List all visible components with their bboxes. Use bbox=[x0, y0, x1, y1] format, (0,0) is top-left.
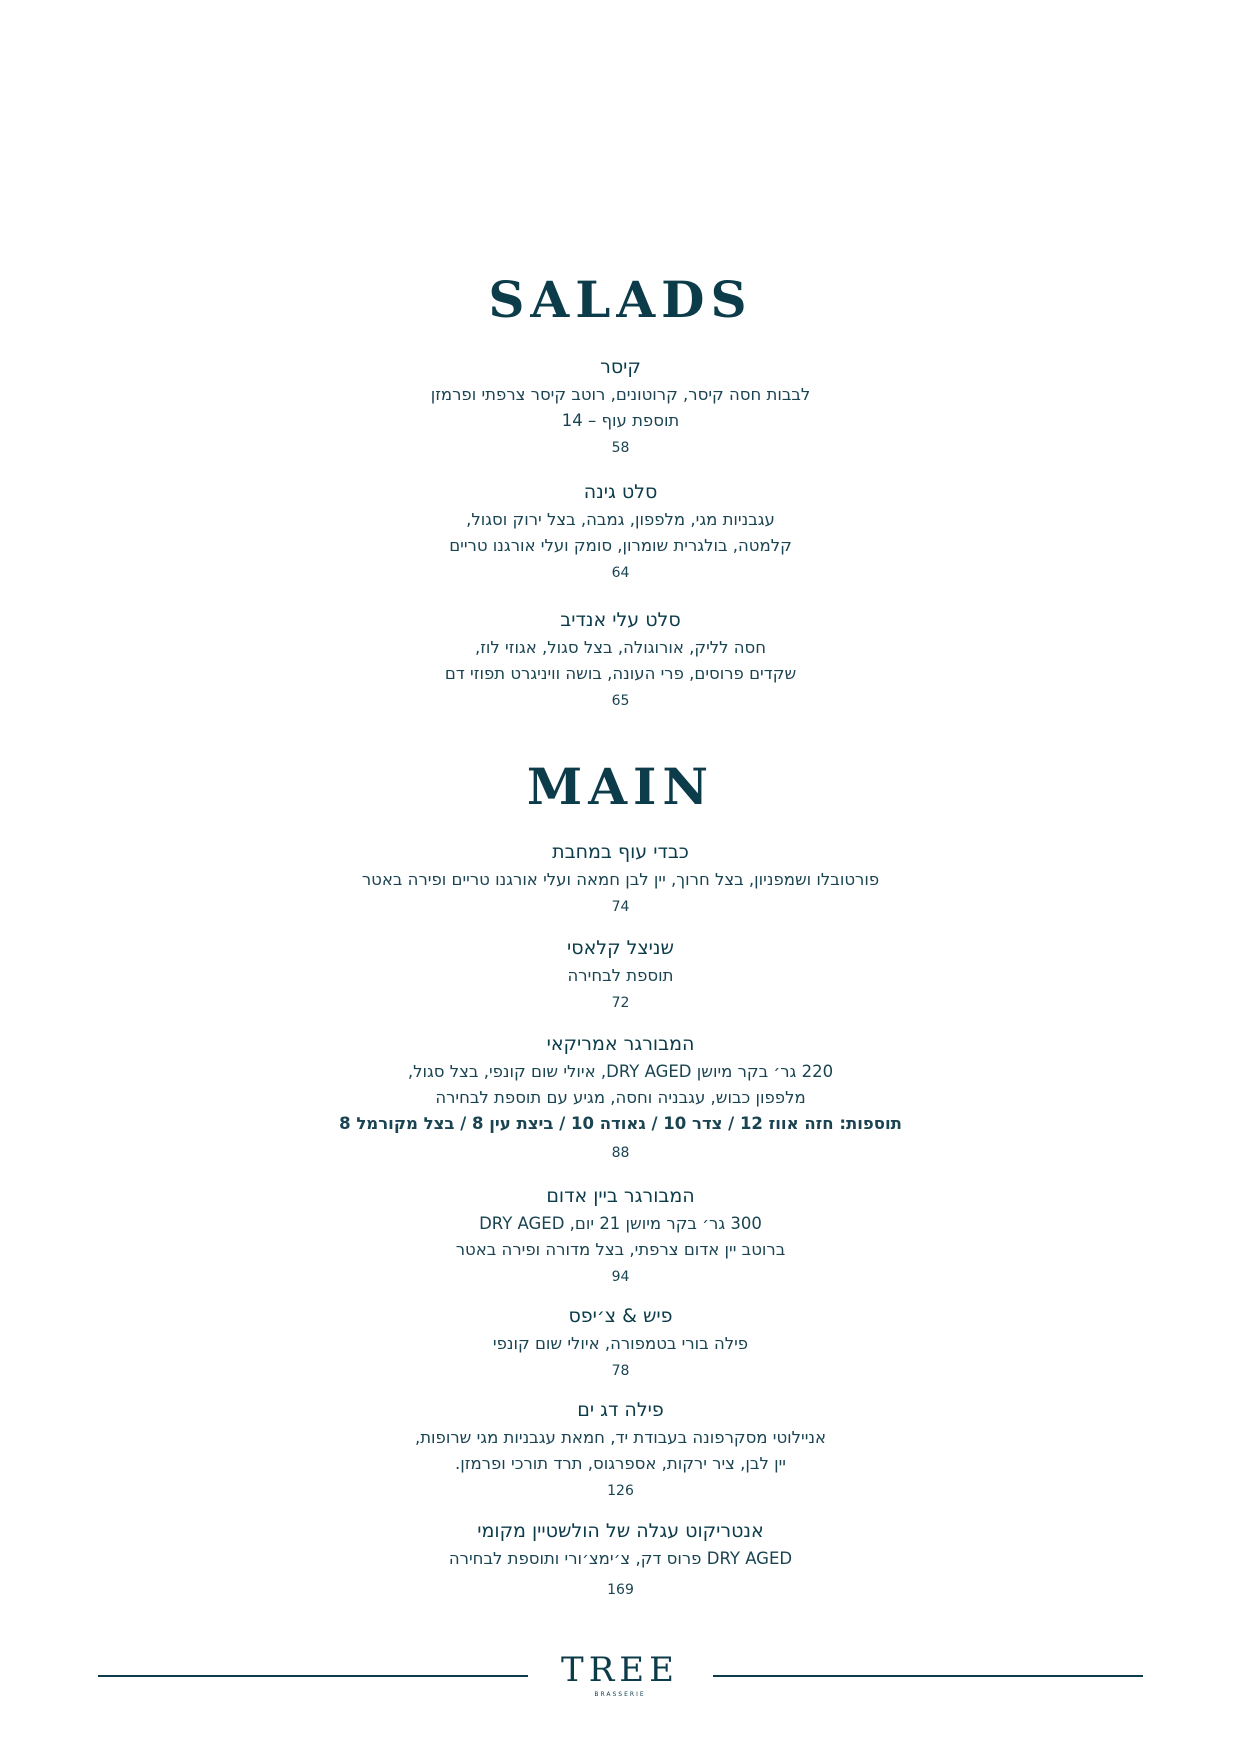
logo-wordmark: TREE bbox=[561, 1650, 679, 1690]
item-description: 220 גר׳ בקר מיושן DRY AGED, איולי שום קונפי, בצל סגול, bbox=[407, 1062, 834, 1081]
item-name: המבורגר אמריקאי bbox=[546, 1033, 695, 1055]
item-description: עגבניות מגי, מלפפון, גמבה, בצל ירוק וסגול, bbox=[466, 510, 775, 529]
menu-item-american-burger bbox=[0, 1031, 1241, 1163]
item-name: פיש & צ׳יפס bbox=[568, 1305, 673, 1327]
item-description: שקדים פרוסים, פרי העונה, בושה וויניגרט תפוזי דם bbox=[444, 664, 797, 683]
item-price: 169 bbox=[607, 1582, 634, 1598]
menu-item-garden-salad bbox=[0, 479, 1241, 583]
item-price: 65 bbox=[611, 693, 630, 709]
item-price: 126 bbox=[607, 1483, 634, 1499]
item-name: המבורגר ביין אדום bbox=[546, 1185, 695, 1207]
item-description: אניילוטי מסקרפונה בעבודת יד, חמאת עגבניות מגי שרופות, bbox=[414, 1428, 827, 1447]
item-description: DRY AGED פרוס דק, צ׳ימצ׳ורי ותוספת לבחירה bbox=[448, 1549, 793, 1568]
item-price: 72 bbox=[611, 995, 630, 1011]
item-extras: תוספות: חזה אווז 12 / צדר 10 / גאודה 10 / ביצת עין 8 / בצל מקורמל 8 bbox=[339, 1114, 902, 1133]
item-description: תוספת עוף – 14 bbox=[561, 411, 680, 430]
item-name: פילה דג ים bbox=[577, 1399, 664, 1421]
item-price: 58 bbox=[611, 440, 630, 456]
item-price: 88 bbox=[611, 1145, 630, 1161]
item-name: שניצל קלאסי bbox=[567, 937, 674, 959]
item-description: פורטובלו ושמפניון, בצל חרוך, יין לבן חמאה ועלי אורגנו טריים ופירה באטר bbox=[361, 870, 880, 889]
item-price: 64 bbox=[611, 565, 630, 581]
menu-item-fish-and-chips bbox=[0, 1303, 1241, 1381]
item-description: יין לבן, ציר ירקות, אספרגוס, תרד תורכי ופרמזן. bbox=[455, 1454, 786, 1473]
item-name: סלט עלי אנדיב bbox=[560, 609, 681, 631]
footer-divider-left bbox=[98, 1675, 528, 1677]
item-price: 94 bbox=[611, 1269, 630, 1285]
menu-item-caesar bbox=[0, 354, 1241, 458]
brand-logo bbox=[520, 1650, 720, 1700]
menu-item-chicken-livers bbox=[0, 839, 1241, 917]
footer-divider-right bbox=[713, 1675, 1143, 1677]
item-name: כבדי עוף במחבת bbox=[552, 841, 689, 863]
item-name: סלט גינה bbox=[583, 481, 658, 503]
item-description: מלפפון כבוש, עגבניה וחסה, מגיע עם תוספת לבחירה bbox=[435, 1088, 806, 1107]
menu-item-sea-fish-fillet bbox=[0, 1397, 1241, 1501]
main-heading: MAIN bbox=[526, 757, 715, 816]
item-name: קיסר bbox=[600, 356, 641, 378]
item-description: פילה בורי בטמפורה, איולי שום קונפי bbox=[492, 1334, 749, 1353]
item-description: חסה לליק, אורוגולה, בצל סגול, אגוזי לוז, bbox=[474, 638, 767, 657]
item-name: אנטריקוט עגלה של הולשטיין מקומי bbox=[477, 1520, 764, 1542]
menu-item-endive-salad bbox=[0, 607, 1241, 711]
logo-subtitle: BRASSERIE bbox=[594, 1691, 646, 1698]
menu-item-entrecote bbox=[0, 1518, 1241, 1600]
salads-heading: SALADS bbox=[488, 270, 753, 329]
menu-item-schnitzel bbox=[0, 935, 1241, 1013]
item-description: תוספת לבחירה bbox=[567, 966, 674, 985]
item-price: 78 bbox=[611, 1363, 630, 1379]
item-description: ברוטב יין אדום צרפתי, בצל מדורה ופירה באטר bbox=[455, 1240, 786, 1259]
menu-item-red-wine-burger bbox=[0, 1183, 1241, 1287]
item-description: לבבות חסה קיסר, קרוטונים, רוטב קיסר צרפתי ופרמזן bbox=[430, 385, 811, 404]
item-price: 74 bbox=[611, 899, 630, 915]
item-description: 300 גר׳ בקר מיושן 21 יום, DRY AGED bbox=[479, 1214, 762, 1233]
item-description: קלמטה, בולגרית שומרון, סומק ועלי אורגנו טריים bbox=[449, 536, 792, 555]
